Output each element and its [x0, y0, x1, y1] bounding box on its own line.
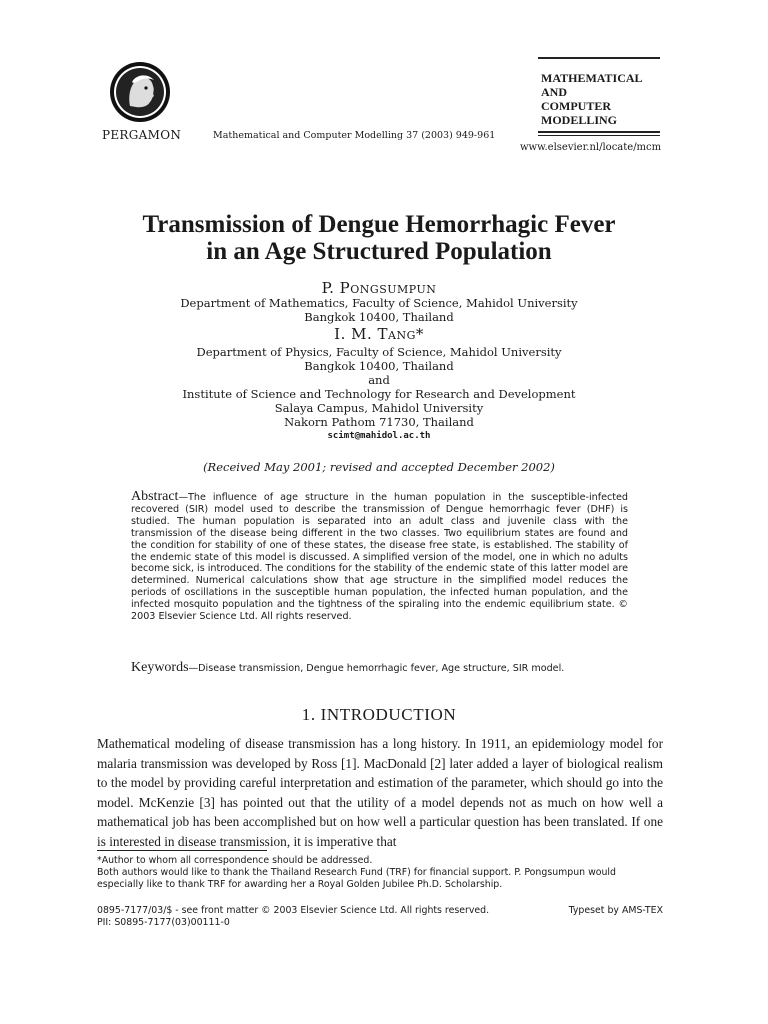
keywords-text: —Disease transmission, Dengue hemorrhagic fever, Age structure, SIR model.	[188, 663, 565, 674]
author-affiliation	[84, 345, 674, 443]
affiliation-line: Bangkok 10400, Thailand	[304, 310, 454, 324]
affiliation-line: Institute of Science and Technology for Research and Development	[182, 387, 576, 401]
author-name: P. Pongsumpun	[321, 279, 437, 297]
received-dates: (Received May 2001; revised and accepted December 2002)	[203, 460, 555, 474]
author-affiliation	[84, 296, 674, 324]
journal-name-line: AND	[541, 85, 567, 99]
journal-rule-bottom	[538, 131, 660, 133]
title-line: Transmission of Dengue Hemorrhagic Fever	[142, 211, 616, 238]
footnote: *Author to whom all correspondence should be addressed.	[97, 855, 373, 866]
abstract-text: —The influence of age structure in the human population in the susceptible-infected recovered (SIR) model used to describe the transmission of Dengue hemorrhagic fever (DHF) is studied. The human population is separated into an adult class and juvenile class with the transmission of the disease being different in the two classes. Two equilibrium states are found and the condition for stability of one of these states, the disease free state, is established. The stability of the endemic state of this model is discussed. A simplified version of the model, one in which no adults become sick, is introduced. The conditions for the stability of the endemic state of this latter model are determined. Numerical calculations show that age structure in the simplified model reduces the periods of oscillations in the susceptible human population, the infected human population, and the infected mosquito population and the tightness of the spiraling into the endemic equilibrium state. © 2003 Elsevier Science Ltd. All rights reserved.	[131, 492, 628, 623]
affiliation-line: Department of Mathematics, Faculty of Science, Mahidol University	[180, 296, 578, 310]
journal-rule-top	[538, 57, 660, 59]
affiliation-line: Salaya Campus, Mahidol University	[274, 401, 484, 415]
footnotes	[97, 855, 663, 891]
abstract	[131, 491, 628, 623]
body-paragraph: Mathematical modeling of disease transmission has a long history. In 1911, an epidemiology model for malaria transmission was developed by Ross [1]. MacDonald [2] later added a layer of biological realism to the model by providing careful interpretation and estimation of the parameter, which should go into the model. McKenzie [3] has pointed out that the utility of a model depends not as much on how well a mathematical job has been accomplished but on how well a particular question has been translated. If one is interested in disease transmission, it is imperative that	[97, 736, 663, 849]
affiliation-line: Department of Physics, Faculty of Science, Mahidol University	[196, 345, 562, 359]
author-email-link[interactable]: scimt@mahidol.ac.th	[327, 431, 431, 441]
affiliation-line: and	[368, 373, 390, 387]
journal-rule-bottom-thin	[538, 135, 660, 136]
affiliation-line: Bangkok 10400, Thailand	[304, 359, 454, 373]
title-line: in an Age Structured Population	[206, 238, 552, 265]
section-heading: 1. INTRODUCTION	[301, 705, 457, 724]
publisher-name: PERGAMON	[102, 128, 182, 142]
author-name: I. M. Tang*	[334, 325, 424, 343]
journal-name-line: COMPUTER	[541, 99, 611, 113]
footnote: Both authors would like to thank the Thailand Research Fund (TRF) for financial support. P. Pongsumpun would especially like to thank TRF for awarding her a Royal Golden Jubilee Ph.D. Scholarship.	[97, 867, 616, 890]
journal-citation: Mathematical and Computer Modelling 37 (2003) 949-961	[213, 130, 496, 141]
journal-name	[541, 71, 671, 127]
journal-name-line: MATHEMATICAL	[541, 71, 643, 85]
journal-name-line: MODELLING	[541, 113, 618, 127]
typeset-note: Typeset by AMS-TEX	[568, 905, 663, 916]
journal-website-link[interactable]: www.elsevier.nl/locate/mcm	[520, 142, 662, 153]
publication-info	[97, 905, 663, 929]
keywords-label: Keywords	[131, 660, 189, 675]
footnote-rule	[97, 850, 267, 851]
abstract-label: Abstract	[131, 489, 179, 504]
affiliation-line: Nakorn Pathom 71730, Thailand	[284, 415, 474, 429]
keywords	[131, 660, 641, 676]
paper-title	[84, 211, 674, 265]
pii-line: PII: S0895-7177(03)00111-0	[97, 917, 230, 928]
issn-line: 0895-7177/03/$ - see front matter © 2003 Elsevier Science Ltd. All rights reserved.	[97, 905, 490, 916]
pergamon-head-logo-icon	[108, 60, 172, 124]
